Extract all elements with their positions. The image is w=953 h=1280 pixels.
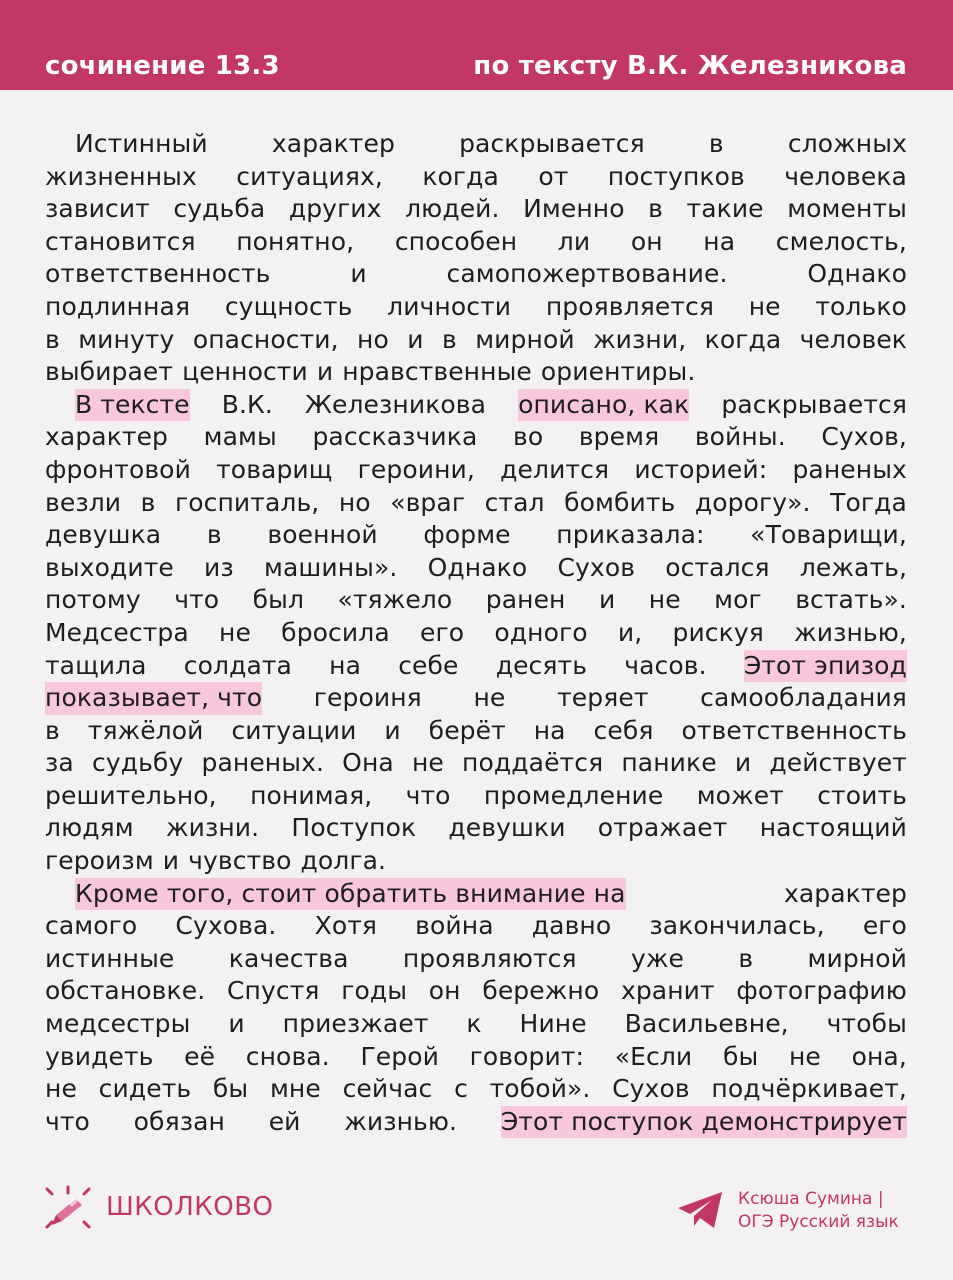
word: теряет (557, 683, 649, 713)
word: лежать, (799, 552, 907, 582)
word: может (696, 780, 784, 810)
word: В.К. (221, 389, 273, 419)
word: потому (45, 585, 141, 615)
word: что (174, 585, 220, 615)
footer-brand: ШКОЛКОВО (106, 1192, 274, 1222)
word: говорит: (469, 1041, 585, 1071)
word: во (512, 422, 544, 452)
word: раскрывается (459, 129, 645, 158)
word: понятно, (236, 226, 355, 256)
word: судьбу (91, 748, 184, 778)
text-line (45, 943, 907, 976)
text-line (45, 519, 907, 552)
word: закончилась, (649, 911, 825, 941)
text-line (45, 324, 907, 357)
word: «Товарищи, (750, 520, 907, 550)
word: мамы (203, 422, 277, 452)
word: девушки (448, 813, 566, 843)
word: и (384, 715, 401, 745)
highlighted-phrase: Кроме того, стоит обратить внимание на (75, 878, 626, 911)
word: панике (621, 748, 717, 778)
word: ли (557, 226, 591, 256)
highlighted-phrase: Этот эпизод (744, 650, 907, 683)
text-line (45, 617, 907, 650)
highlighted-phrase: Этот поступок демонстрирует (501, 1106, 907, 1139)
word: опасности, (192, 324, 339, 354)
header-left-title: сочинение 13.3 (45, 51, 280, 81)
header-bar (0, 0, 953, 90)
word: фотографию (736, 976, 907, 1006)
word: способен (394, 226, 518, 256)
text-line (45, 226, 907, 259)
text-line (45, 389, 907, 422)
word: Сухов (557, 552, 636, 582)
word: самообладания (700, 683, 907, 713)
word: в (708, 129, 724, 158)
word: отражает (597, 813, 728, 843)
word: от (538, 161, 569, 191)
text-line (45, 878, 907, 911)
author-name: Ксюша Сумина | (738, 1189, 884, 1209)
word: его (862, 911, 907, 941)
word: человека (784, 161, 907, 191)
word: одного (494, 617, 588, 647)
word: обязан (133, 1106, 225, 1136)
word: Медсестра (45, 617, 189, 647)
word: Однако (807, 259, 907, 289)
word: решительно, (45, 780, 217, 810)
word: ответственность (45, 259, 271, 289)
word: когда (704, 324, 782, 354)
word: не (411, 748, 444, 778)
word: приезжает (282, 1009, 429, 1039)
word: годы (341, 976, 408, 1006)
word: берёт (428, 715, 506, 745)
word: Сухов (612, 1074, 690, 1104)
word: «Если (614, 1041, 693, 1071)
word: Васильевне, (624, 1009, 789, 1039)
word: война (415, 911, 494, 941)
word: Железникова (304, 389, 487, 419)
text-line (45, 258, 907, 291)
word: человек (799, 324, 907, 354)
word: самого (45, 911, 138, 941)
word: хранит (620, 976, 715, 1006)
word: что (45, 1106, 90, 1136)
text-line (45, 161, 907, 194)
word: бомбить (564, 487, 676, 517)
word: в (648, 194, 664, 224)
word: её (184, 1041, 216, 1071)
word: проявляются (402, 943, 577, 973)
word: характер (783, 878, 907, 908)
word: делится (500, 454, 610, 484)
word: но (357, 324, 389, 354)
text-line (45, 291, 907, 324)
word: судьба (173, 194, 266, 224)
word: подчёркивает, (711, 1074, 907, 1104)
word: и (228, 1009, 245, 1039)
word: сложных (787, 129, 907, 158)
word: на (703, 226, 736, 256)
word: ориентиры. (540, 357, 696, 387)
word: мне (269, 1074, 321, 1104)
word: долга. (300, 846, 387, 876)
text-line (45, 650, 907, 683)
word: ситуациях, (236, 161, 383, 191)
word: проявляется (545, 291, 714, 321)
text-line (45, 747, 907, 780)
word: стоить (817, 780, 907, 810)
word: фронтовой (45, 454, 191, 484)
word: дорогу». (694, 487, 811, 517)
word: людям (45, 813, 134, 843)
word: и (316, 357, 334, 387)
word: время (578, 422, 660, 452)
word: ситуации (231, 715, 357, 745)
word: ответственность (681, 715, 907, 745)
word: девушка (45, 520, 162, 550)
text-line (45, 715, 907, 748)
word: что (405, 780, 451, 810)
word: раненых. (201, 748, 325, 778)
word: нравственные (342, 357, 532, 387)
word: минуту (78, 324, 175, 354)
word: зависит (45, 194, 150, 224)
word: промедление (483, 780, 664, 810)
word: солдата (183, 650, 292, 680)
word: не (45, 1074, 77, 1104)
word: героиня (313, 683, 422, 713)
word: из (204, 552, 234, 582)
word: тащила (45, 650, 147, 680)
word: с (454, 1074, 468, 1104)
word: рискуя (672, 617, 764, 647)
word: Сухов, (821, 422, 907, 452)
word: понимая, (250, 780, 373, 810)
word: часов. (624, 650, 707, 680)
word: бы (212, 1074, 249, 1104)
word: раскрывается (721, 389, 907, 419)
word: остался (665, 552, 770, 582)
word: Нине (519, 1009, 587, 1039)
text-line (45, 910, 907, 943)
text-line (45, 1073, 907, 1106)
footer-author (738, 1188, 899, 1234)
word: не (788, 1041, 821, 1071)
word: жизнью, (794, 617, 907, 647)
text-line (45, 128, 907, 161)
word: медсестры (45, 1009, 191, 1039)
word: давно (531, 911, 612, 941)
word: он (428, 976, 461, 1006)
word: приказала: (556, 520, 705, 550)
word: качества (228, 943, 349, 973)
word: не (473, 683, 506, 713)
highlighted-phrase: описано, как (518, 389, 689, 422)
word: рассказчика (312, 422, 478, 452)
word: Хотя (314, 911, 378, 941)
text-line (45, 584, 907, 617)
word: бросила (281, 617, 390, 647)
word: Истинный (75, 129, 208, 158)
word: в (206, 520, 222, 550)
word: Она (342, 748, 394, 778)
text-line (45, 454, 907, 487)
word: уже (630, 943, 684, 973)
word: в (442, 324, 457, 354)
header-right-title: по тексту В.К. Железникова (473, 51, 907, 81)
word: самопожертвование. (446, 259, 728, 289)
word: себя (593, 715, 654, 745)
word: форме (423, 520, 511, 550)
word: Тогда (830, 487, 907, 517)
word: и (734, 748, 752, 778)
word: сущность (224, 291, 353, 321)
word: чувство (188, 846, 292, 876)
word: жизненных (45, 161, 197, 191)
word: на (329, 650, 362, 680)
text-line (45, 487, 907, 520)
text-line (45, 1041, 907, 1074)
word: снова. (245, 1041, 330, 1071)
text-line (45, 356, 907, 389)
word: и (350, 259, 367, 289)
word: Именно (523, 194, 625, 224)
text-line (45, 552, 907, 585)
word: действует (769, 748, 907, 778)
word: «тяжело (337, 585, 453, 615)
word: героизм (45, 846, 154, 876)
word: Сухова. (175, 911, 277, 941)
word: был (252, 585, 305, 615)
word: госпиталь, (175, 487, 320, 517)
word: поступков (607, 161, 745, 191)
sparkle-pencil-icon (42, 1185, 94, 1231)
word: в (140, 487, 156, 517)
word: в (45, 715, 60, 745)
text-line (45, 193, 907, 226)
word: выбирает (45, 357, 174, 387)
word: не (648, 585, 681, 615)
word: везли (45, 487, 122, 517)
text-line (45, 812, 907, 845)
word: обстановке. (45, 976, 206, 1006)
highlighted-phrase: В тексте (75, 389, 190, 422)
word: его (419, 617, 465, 647)
word: сейчас (342, 1074, 433, 1104)
word: смелость, (775, 226, 907, 256)
word: характер (271, 129, 395, 158)
word: на (533, 715, 566, 745)
word: раненых (792, 454, 907, 484)
word: мирной (475, 324, 575, 354)
author-course: ОГЭ Русский язык (738, 1212, 899, 1232)
telegram-plane-icon[interactable] (678, 1192, 722, 1228)
word: личности (387, 291, 512, 321)
word: и (598, 585, 616, 615)
word: других (288, 194, 382, 224)
word: героини, (357, 454, 475, 484)
word: и (162, 846, 180, 876)
word: бы (722, 1041, 759, 1071)
word: Спустя (226, 976, 320, 1006)
word: стал (484, 487, 545, 517)
essay-text (45, 128, 907, 1138)
word: характер (45, 422, 169, 452)
word: к (466, 1009, 482, 1039)
word: ей (268, 1106, 301, 1136)
word: становится (45, 226, 196, 256)
word: только (815, 291, 907, 321)
word: чтобы (826, 1009, 907, 1039)
word: войны. (694, 422, 786, 452)
word: ценности (182, 357, 308, 387)
text-line (45, 780, 907, 813)
text-line (45, 682, 907, 715)
word: она, (851, 1041, 907, 1071)
word: но (338, 487, 371, 517)
word: товарищ (216, 454, 333, 484)
word: такие (686, 194, 764, 224)
word: жизни, (593, 324, 687, 354)
word: он (630, 226, 663, 256)
word: в (738, 943, 754, 973)
word: «враг (390, 487, 466, 517)
word: сидеть (98, 1074, 192, 1104)
word: настоящий (759, 813, 907, 843)
word: Однако (427, 552, 528, 582)
text-line (45, 975, 907, 1008)
word: моменты (787, 194, 907, 224)
word: за (45, 748, 74, 778)
word: мог (714, 585, 762, 615)
word: жизни. (165, 813, 260, 843)
word: и (407, 324, 424, 354)
word: Герой (360, 1041, 439, 1071)
word: мирной (807, 943, 907, 973)
word: Поступок (291, 813, 417, 843)
word: когда (422, 161, 499, 191)
word: встать». (795, 585, 907, 615)
word: не (219, 617, 251, 647)
word: машины». (264, 552, 398, 582)
word: историей: (634, 454, 768, 484)
word: жизнью. (344, 1106, 458, 1136)
text-line (45, 1008, 907, 1041)
text-line (45, 845, 907, 878)
word: десять (495, 650, 588, 680)
word: военной (267, 520, 378, 550)
text-line (45, 1106, 907, 1139)
word: ранен (485, 585, 566, 615)
word: тобой». (489, 1074, 591, 1104)
highlighted-phrase: показывает, что (45, 682, 262, 715)
word: в (45, 324, 60, 354)
word: выходите (45, 552, 174, 582)
word: людей. (405, 194, 500, 224)
text-line (45, 421, 907, 454)
word: себе (398, 650, 459, 680)
word: тяжёлой (87, 715, 204, 745)
word: истинные (45, 943, 175, 973)
word: не (748, 291, 781, 321)
word: увидеть (45, 1041, 154, 1071)
word: подлинная (45, 291, 191, 321)
word: бережно (482, 976, 600, 1006)
word: и, (617, 617, 643, 647)
word: поддаётся (462, 748, 604, 778)
